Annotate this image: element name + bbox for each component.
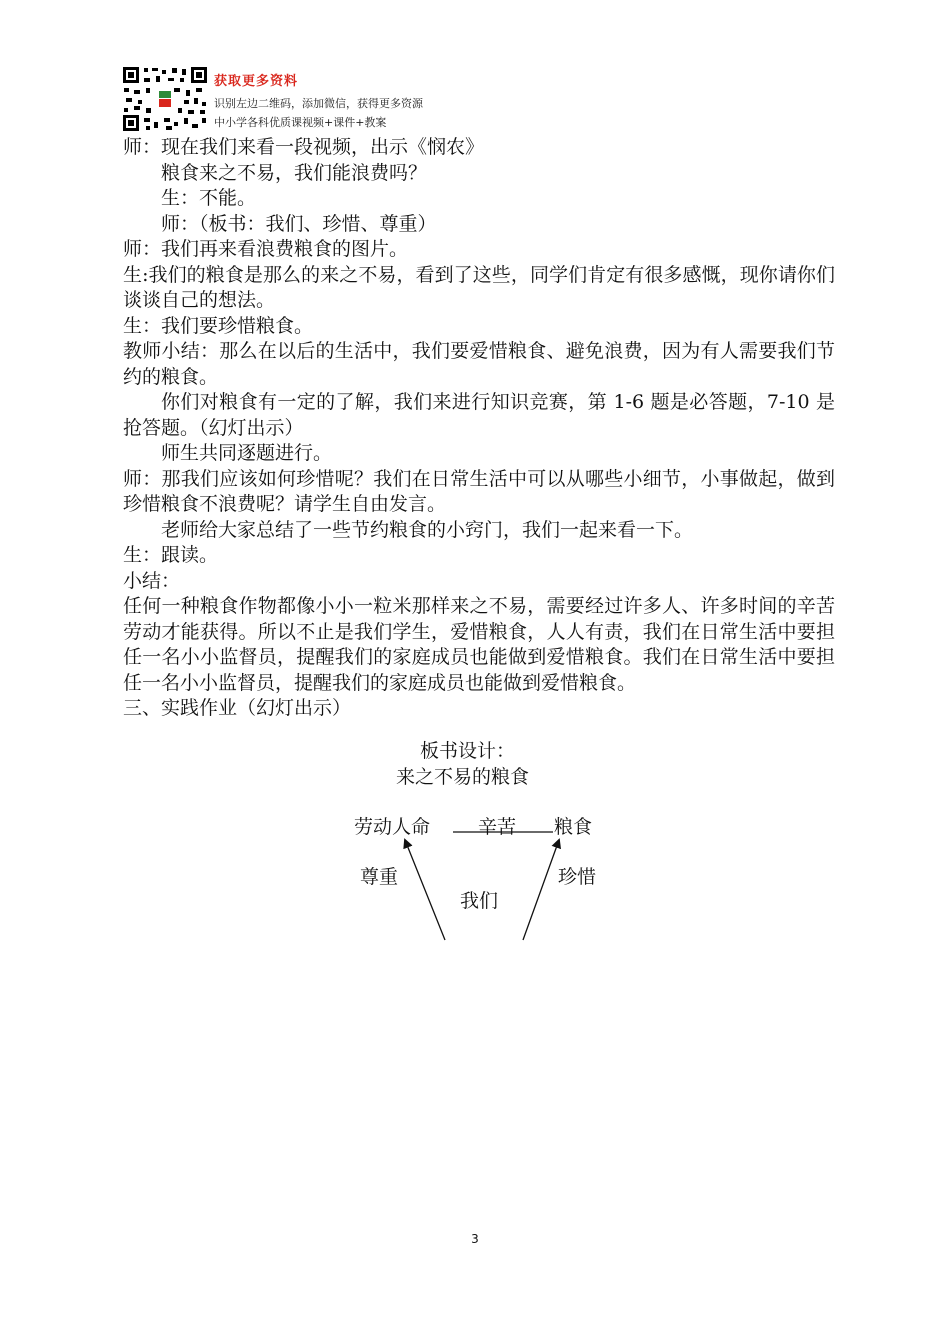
paragraph: 师：（板书：我们、珍惜、尊重） [161,212,437,235]
paragraph: 任何一种粮食作物都像小小一粒米那样来之不易，需要经过许多人、许多时间的辛苦劳动才能获得。所以不止是我们学生，爱惜粮食，人人有责，我们在日常生活中要担任一名小小监督员，提醒我们的家庭成员也能做到爱惜粮食。我们在日常生活中要担任一名小小监督员，提醒我们的家庭成员也能做到爱惜粮食。 [123,595,835,694]
promo-block [214,70,423,130]
board-arrows [340,730,620,950]
paragraph: 师：现在我们来看一段视频，出示《悯农》 [123,136,485,158]
paragraph: 粮食来之不易，我们能浪费吗？ [161,161,428,184]
board-heading: 板书设计： [420,740,516,762]
promo-line-1: 识别左边二维码，添加微信，获得更多资源 [214,97,423,110]
right-arrow [523,840,559,940]
paragraph: 三、实践作业（幻灯出示） [123,697,352,719]
board-right-label: 珍惜 [558,866,597,888]
board-middle: 辛苦 [478,816,517,838]
paragraph: 师：那我们应该如何珍惜呢？我们在日常生活中可以从哪些小细节，小事做起，做到珍惜粮食不浪费呢？请学生自由发言。 [123,467,835,515]
paragraph: 生：跟读。 [123,544,219,566]
board-design [340,730,620,950]
promo-line-2: 中小学各科优质课视频+课件+教案 [214,116,387,129]
promo-title: 获取更多资料 [214,74,299,89]
paragraph: 师生共同逐题进行。 [161,442,333,464]
board-left-label: 尊重 [360,866,399,888]
qr-code-icon [122,66,208,132]
lesson-content [123,135,835,722]
paragraph: 生：不能。 [161,187,257,209]
board-center-label: 我们 [460,890,499,912]
board-right-top: 粮食 [554,816,593,838]
page-number: 3 [471,1232,479,1246]
paragraph: 教师小结：那么在以后的生活中，我们要爱惜粮食、避免浪费，因为有人需要我们节约的粮食。 [123,340,835,388]
paragraph: 生：我们要珍惜粮食。 [123,314,314,337]
paragraph: 生:我们的粮食是那么的来之不易，看到了这些，同学们肯定有很多感慨，现你请你们谈谈自己的想法。 [123,263,835,311]
board-left-top: 劳动人命 [354,816,431,838]
left-arrow [405,840,445,940]
board-title: 来之不易的粮食 [396,766,530,788]
paragraph: 师：我们再来看浪费粮食的图片。 [123,238,409,260]
paragraph: 小结： [123,569,181,592]
paragraph: 你们对粮食有一定的了解，我们来进行知识竞赛，第 1-6 题是必答题，7-10 是抢答题。（幻灯出示） [123,391,835,439]
paragraph: 老师给大家总结了一些节约粮食的小窍门，我们一起来看一下。 [161,518,694,541]
